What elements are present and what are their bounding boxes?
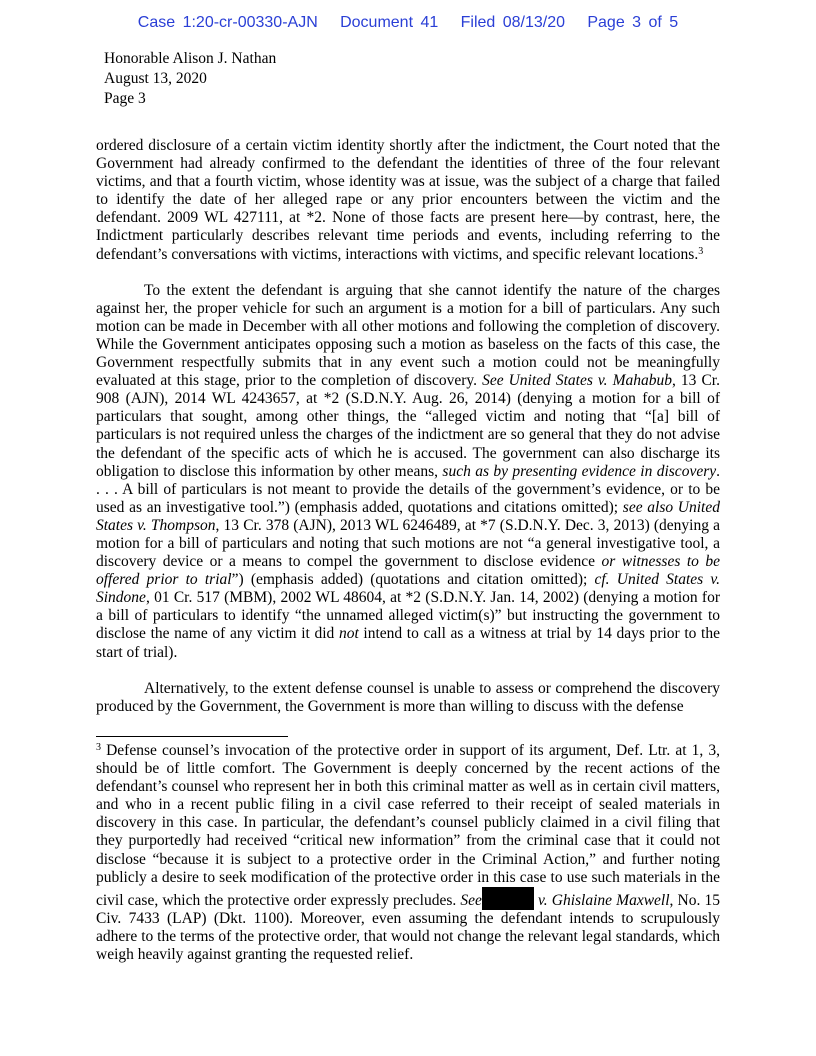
- footnote-3: $^3$ Defense counsel’s invocation of the protective order in support of its argument, Def. Ltr. at 1, 3, should be of little comfort. The Government is deeply concerned by the recent actions of the defendant’s counsel who represent her in both this criminal matter as well as in certain civil matters, and who in a recent public filing in a civil case referred to their receipt of sealed materials in discovery in this case. In particular, the defendant’s counsel publicly claimed in a civil filing that they purportedly had received “critical new information” from the criminal case that it could not disclose “because it is subject to a protective order in the Criminal Action,” and further noting publicly a desire to seek modification of the protective order in this case to use such materials in the civil case, which the protective order expressly precludes. See v. Ghislaine Maxwell, No. 15 Civ. 7433 (LAP) (Dkt. 1100). Moreover, even assuming the defendant intends to scrupulously adhere to the terms of the protective order, that would not change the relevant legal standards, which weigh heavily against granting the requested relief.: [96, 742, 720, 964]
- footnote-divider: [96, 736, 288, 737]
- paragraph-3: Alternatively, to the extent defense counsel is unable to assess or comprehend the discovery produced by the Government, the Government is more than willing to discuss with the defense: [96, 679, 720, 715]
- footnote-number: 3: [96, 742, 101, 753]
- citation-thompson: see also United States v. Thompson: [96, 498, 720, 534]
- letter-header: [104, 49, 276, 109]
- paragraph-1: ordered disclosure of a certain victim identity shortly after the indictment, the Court noted that the Government had already confirmed to the defendant the identities of three of the four relevant victims, and that a fourth victim, whose identity was at issue, was the subject of a charge that failed to identify the date of her alleged rape or any prior encounters between the victim and the defendant. 2009 WL 427111, at *2. None of those facts are present here—by contrast, here, the Indictment particularly describes relevant time periods and events, including referring to the defendant’s conversations with victims, interactions with victims, and specific relevant locations.$^3$: [96, 137, 720, 263]
- redaction-box: [482, 887, 534, 910]
- citation-mahabub: See United States v. Mahabub: [482, 372, 672, 390]
- footnote-section: [96, 742, 720, 964]
- footnote-case-name: v. Ghislaine Maxwell: [538, 891, 670, 909]
- ecf-header-stamp: [0, 14, 816, 32]
- addressee: Honorable Alison J. Nathan: [104, 50, 277, 67]
- page-count: Page 3 of 5: [587, 14, 679, 31]
- letter-date: August 13, 2020: [104, 70, 207, 87]
- emphasis-presenting-evidence: such as by presenting evidence in discovery: [442, 462, 717, 480]
- footnote-reference: 3: [698, 245, 704, 257]
- citation-sindone: cf. United States v. Sindone: [96, 571, 720, 607]
- emphasis-not: not: [338, 625, 359, 643]
- footnote-see-signal: See: [460, 891, 482, 909]
- page-label: Page 3: [104, 90, 146, 107]
- letter-body: [96, 137, 720, 734]
- paragraph-2: To the extent the defendant is arguing that she cannot identify the nature of the charges against her, the proper vehicle for such an argument is a motion for a bill of particulars. Any such motion can be made in December with all other motions and following the completion of discovery. While the Government anticipates opposing such a motion as baseless on the facts of this case, the Government respectfully submits that in any event such a motion could not be meaningfully evaluated at this stage, prior to the completion of discovery. See United States v. Mahabub, 13 Cr. 908 (AJN), 2014 WL 4243657, at *2 (S.D.N.Y. Aug. 26, 2014) (denying a motion for a bill of particulars that sought, among other things, the “alleged victim and noting that “[a] bill of particulars is not required unless the charges of the indictment are so general that they do not advise the defendant of the specific acts of which he is accused. The government can also discharge its obligation to disclose this information by other means, such as by presenting evidence in discovery. . . . A bill of particulars is not meant to provide the details of the government’s evidence, or to be used as an investigative tool.”) (emphasis added, quotations and citations omitted); see also United States v. Thompson, 13 Cr. 378 (AJN), 2013 WL 6246489, at *7 (S.D.N.Y. Dec. 3, 2013) (denying a motion for a bill of particulars and noting that such motions are not “a general investigative tool, a discovery device or a means to compel the government to disclose evidence or witnesses to be offered prior to trial”) (emphasis added) (quotations and citation omitted); cf. United States v. Sindone, 01 Cr. 517 (MBM), 2002 WL 48604, at *2 (S.D.N.Y. Jan. 14, 2002) (denying a motion for a bill of particulars to identify “the unnamed alleged victim(s)” but instructing the government to disclose the name of any victim it did not intend to call as a witness at trial by 14 days prior to the start of trial).: [96, 281, 721, 661]
- emphasis-witnesses: or witnesses to be offered prior to trial: [96, 553, 721, 589]
- filed-date: Filed 08/13/20: [460, 14, 566, 31]
- document-number: Document 41: [340, 14, 439, 31]
- case-number: Case 1:20-cr-00330-AJN: [137, 14, 318, 31]
